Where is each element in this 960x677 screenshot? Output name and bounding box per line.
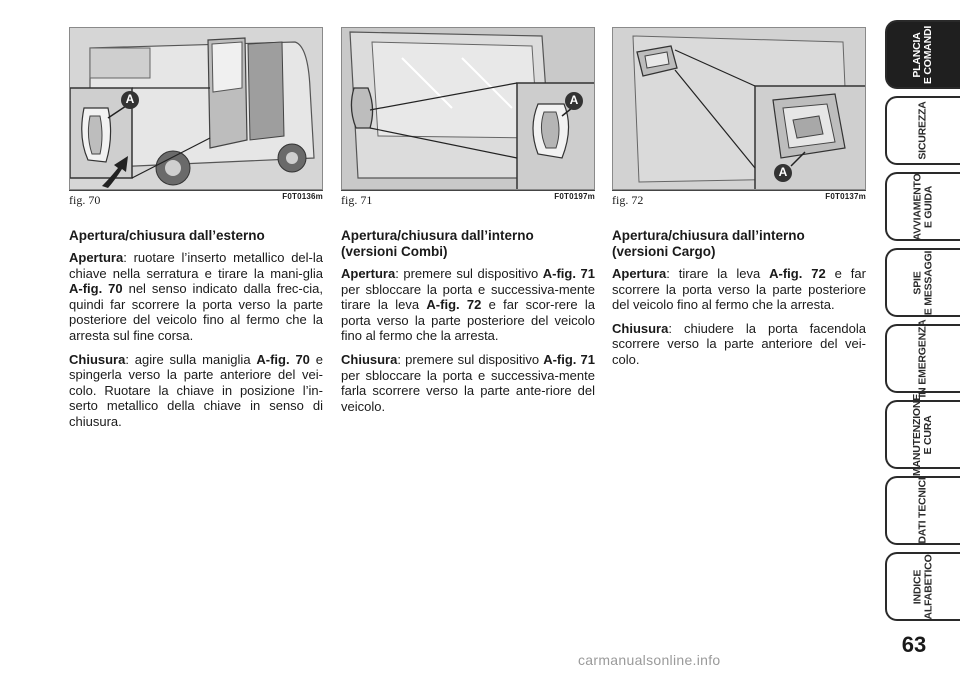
column-interior-cargo bbox=[612, 228, 866, 376]
tab-label: MANUTENZIONE bbox=[911, 393, 924, 476]
tab-label: E CURA bbox=[922, 414, 935, 455]
watermark: carmanualsonline.info bbox=[578, 652, 721, 668]
heading-line: Apertura/chiusura dall’interno bbox=[341, 228, 534, 243]
text: per sbloccare la porta e successiva-mente farla scorrere verso la parte ante-riore del veicolo. bbox=[341, 367, 595, 414]
page-number: 63 bbox=[901, 632, 927, 657]
text: per sbloccare la porta e successiva-mente tirare la leva bbox=[341, 281, 595, 313]
paragraph-closing-combi bbox=[341, 352, 595, 414]
keyword-chiusura: Chiusura bbox=[341, 351, 398, 367]
figure-71-code: F0T0197m bbox=[554, 192, 595, 201]
keyword-chiusura: Chiusura bbox=[612, 320, 669, 336]
text: : chiudere la porta facendola scorrere verso la parte anteriore del vei-colo. bbox=[612, 320, 866, 367]
text: e far scorrere la porta verso la parte posteriore del veicolo fino al fermo che la arresta. bbox=[612, 266, 866, 313]
figure-reference: A-fig. 71 bbox=[542, 266, 595, 281]
paragraph-closing-exterior bbox=[69, 352, 323, 430]
figure-reference: A-fig. 71 bbox=[543, 351, 595, 367]
text: nel senso indicato dalla frec-cia, quindi far scorrere la porta verso la parte posteriore del veicolo fino al fermo che la arresta sul fine corsa. bbox=[69, 281, 323, 343]
tab-label: SICUREZZA bbox=[916, 101, 929, 160]
figure-71-caption bbox=[341, 190, 595, 207]
figure-reference: A-fig. 70 bbox=[256, 351, 310, 367]
text: : agire sulla maniglia bbox=[125, 351, 257, 367]
heading-interior-cargo bbox=[612, 228, 866, 260]
tab-plancia-e-comandi[interactable] bbox=[885, 20, 960, 89]
keyword-chiusura: Chiusura bbox=[69, 351, 126, 367]
tab-in-emergenza[interactable] bbox=[885, 319, 960, 398]
text: e far scor-rere la porta verso la parte posteriore del veicolo fino al fermo che la arresta. bbox=[341, 297, 595, 344]
tab-label: DATI TECNICI bbox=[917, 477, 929, 544]
figure-72-label: fig. 72 bbox=[612, 193, 644, 207]
tab-sicurezza[interactable] bbox=[885, 96, 960, 165]
tab-indice-alfabetico[interactable] bbox=[885, 552, 960, 621]
tab-manutenzione-e-cura[interactable] bbox=[885, 393, 960, 476]
keyword-apertura: Apertura bbox=[69, 250, 124, 265]
figure-reference: A-fig. 72 bbox=[426, 297, 482, 313]
heading-interior-combi bbox=[341, 228, 595, 260]
tab-dati-tecnici[interactable] bbox=[885, 476, 960, 545]
figure-71-marker: A bbox=[569, 93, 579, 107]
figure-70-code: F0T0136m bbox=[282, 192, 323, 201]
figure-71-image bbox=[341, 27, 595, 190]
tab-label: E GUIDA bbox=[922, 185, 935, 228]
column-interior-combi bbox=[341, 228, 595, 422]
paragraph-opening-combi bbox=[341, 266, 595, 344]
figure-70-caption bbox=[69, 190, 323, 207]
heading-line: (versioni Combi) bbox=[341, 244, 448, 259]
figure-72-code: F0T0137m bbox=[825, 192, 866, 201]
figure-72-marker: A bbox=[778, 165, 788, 179]
heading-line: Apertura/chiusura dall’interno bbox=[612, 228, 805, 243]
keyword-apertura: Apertura bbox=[341, 266, 396, 281]
paragraph-opening-cargo bbox=[612, 266, 866, 313]
tab-avviamento-e-guida[interactable] bbox=[885, 172, 960, 241]
figure-72-caption bbox=[612, 190, 866, 207]
tab-label: E MESSAGGI bbox=[922, 250, 935, 315]
paragraph-opening-exterior bbox=[69, 250, 323, 344]
tab-label: ALFABETICO bbox=[922, 553, 935, 620]
tab-label: SPIE bbox=[911, 270, 924, 295]
figure-71-label: fig. 71 bbox=[341, 193, 373, 207]
tab-label: IN EMERGENZA bbox=[917, 319, 930, 398]
text: : tirare la leva bbox=[666, 266, 770, 281]
text: e spingerla verso la parte anteriore del vei-colo. Ruotare la chiave in posizione l’in-serto metallico della chiave in senso di chiusura. bbox=[69, 351, 323, 429]
figure-70-marker: A bbox=[125, 92, 135, 106]
figure-reference: A-fig. 72 bbox=[769, 266, 826, 281]
keyword-apertura: Apertura bbox=[612, 266, 667, 281]
heading-exterior: Apertura/chiusura dall’esterno bbox=[69, 228, 265, 243]
tab-label: E COMANDI bbox=[922, 25, 935, 84]
figure-72-image bbox=[612, 27, 866, 190]
paragraph-closing-cargo bbox=[612, 321, 866, 368]
tab-label: AVVIAMENTO bbox=[911, 172, 924, 241]
figure-reference: A-fig. 70 bbox=[69, 281, 123, 297]
text: : premere sul dispositivo bbox=[395, 266, 543, 281]
figure-70-image bbox=[69, 27, 323, 190]
column-exterior bbox=[69, 228, 323, 438]
tab-label: INDICE bbox=[911, 569, 924, 604]
text: : premere sul dispositivo bbox=[397, 351, 544, 367]
figure-70-label: fig. 70 bbox=[69, 193, 101, 207]
text: : ruotare l’inserto metallico del-la chiave nella serratura e tirare la mani-glia bbox=[69, 250, 323, 281]
tab-label: PLANCIA bbox=[911, 31, 924, 78]
heading-line: (versioni Cargo) bbox=[612, 244, 716, 259]
tab-spie-e-messaggi[interactable] bbox=[885, 248, 960, 317]
